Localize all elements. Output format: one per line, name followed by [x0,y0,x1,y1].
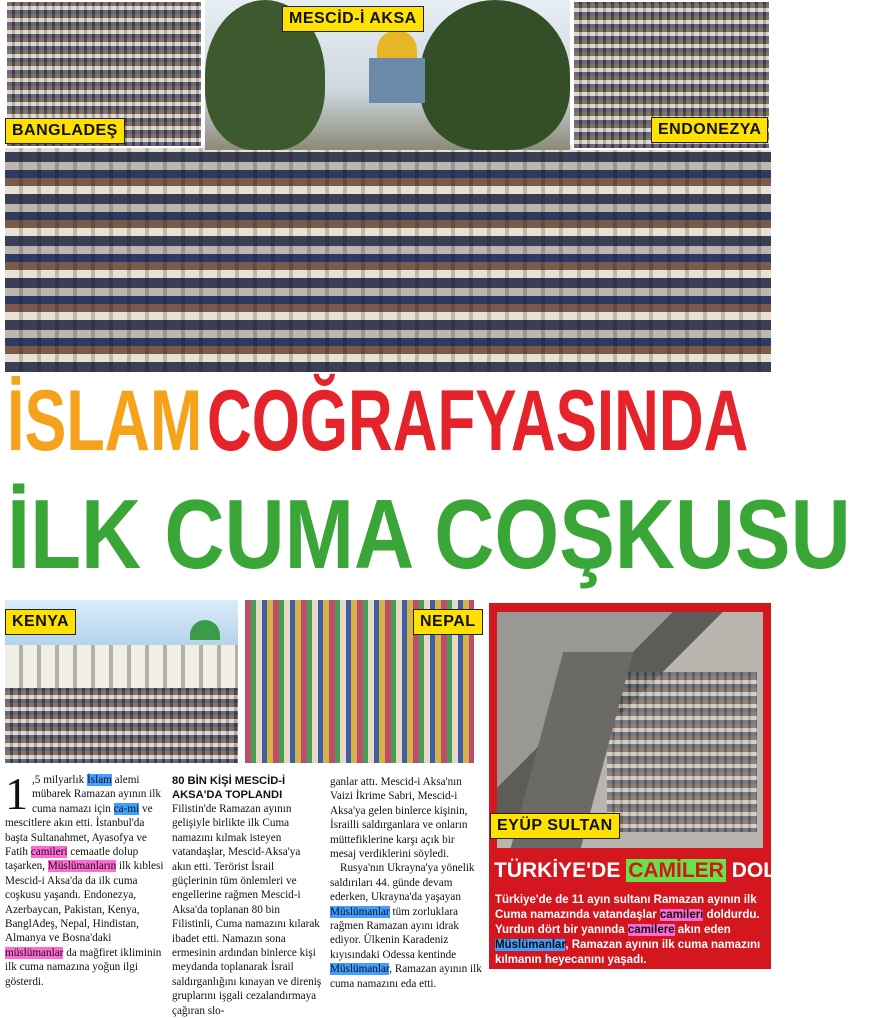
col3-text-b: tüm zorluklara rağmen Ramazan ayını idrak ediyor. Ülkenin Karadeniz kıyısındaki Odessa kentinde [330,905,459,961]
headline-word-islam: İSLAM [7,373,203,469]
box-mark-camilere: camilere [627,924,675,936]
tag-nepal: NEPAL [413,609,483,635]
tag-banglades: BANGLADEŞ [5,118,125,144]
article-column-1 [5,768,165,989]
box-text-b: doldurdu. Yurdun dört bir yanında [495,909,760,936]
col3-para-1: ganlar attı. Mescid-i Aksa'nın Vaizi İkrime Sabri, Mescid-i Aksa'ya gelen binlerce kişinin, İsrailli saldırganlara ve onların müttefiklerine karşı açık bir mesaj verdiklerini söyledi. [330,776,468,861]
col3-mark-2: Müslümanlar [330,963,390,976]
dropcap: 1 [5,768,28,819]
box-title-camiler: CAMİLER [628,859,724,882]
dome-of-rock-icon [377,30,417,58]
col3-mark-1: Müslümanlar [330,905,390,918]
col3-text-a: Rusya'nın Ukrayna'ya yönelik saldırıları 44. günde devam ederken, Ukrayna'da yaşayan [330,862,475,904]
article-column-2 [172,775,322,1018]
box-title-part3: DOLDU TAŞTI [725,859,871,882]
box-mark-muslumanlar: Müslümanlar [495,939,566,951]
col1-mark-cami: ca-mi [113,802,140,815]
headline-line-2: İLK CUMA COŞKUSU [7,479,851,589]
headline-word-cografyasinda: COĞRAFYASINDA [207,373,749,469]
tag-endonezya: ENDONEZYA [651,117,768,143]
box-mark-camileri: camileri [659,909,704,921]
column-subhead: 80 BİN KİŞİ MESCİD-İ AKSA'DA TOPLANDI [172,775,286,801]
col1-text-1: ,5 milyarlık [32,774,87,786]
main-photo-crowd [5,145,771,372]
col1-text-5: ilk kıblesi Mescid-i Aksa'da da ilk cuma coşkusu yaşandı. Endonezya, Azerbaycan, Pakistan, Kenya, BanglAdeş, Nepal, Hindistan, Almanya ve Bosna'daki [5,860,164,945]
box-title-part1: TÜRKİYE'DE [494,859,627,882]
box-text-a: Türkiye'de de 11 ayın sultanı Ramazan ayının ilk Cuma namazında vatandaşlar [495,894,757,921]
tag-mescid-aksa: MESCİD-İ AKSA [282,6,424,32]
col1-mark-camileri: camileri [30,846,68,859]
box-text [495,893,765,968]
tag-kenya: KENYA [5,609,76,635]
box-text-d: , Ramazan ayının ilk cuma namazını kılmanın heyecanını yaşadı. [495,939,761,966]
col1-mark-muslumanlarin: Müslümanların [47,860,117,873]
box-text-c: akın eden [674,924,731,936]
box-title [494,859,871,883]
tag-eyup-sultan: EYÜP SULTAN [490,813,620,839]
col1-mark-muslumanlar: müslümanlar [5,946,64,959]
col1-text-4: cemaatle dolup taşarken, [5,846,139,873]
col1-mark-islam: İslam [87,774,112,786]
col2-text: Filistin'de Ramazan ayının gelişiyle birlikte ilk Cuma namazını kılmak isteyen vatandaşlar, Mescid-Aksa'ya akın etti. Terörist İsrail güçlerinin tüm önlemleri ve engellerine rağmen Mescid-i Aksa'da toplanan 80 bin Filistinli, Cuma namazını kılarak ibadet etti. Namazın sona ermesinin ardından binlerce kişi meydanda toplanarak İsrail saldırganlığını kınayan ve direniş gruplarını işgali cezalandırmaya çağıran slo- [172,803,322,1017]
col1-text-2: alemi mübarek Ramazan ayının ilk cuma namazı için [32,774,161,815]
col1-text-6: da mağfiret ikliminin ilk cuma namazına yoğun ilgi gösterdi. [5,946,162,988]
col1-text-3: ve mescitlere akın etti. İstanbul'da başta Sultanahmet, Ayasofya ve Fatih [5,802,153,859]
col3-text-c: , Ramazan ayının ilk cuma namazını eda etti. [330,963,482,990]
article-column-3 [330,775,482,991]
